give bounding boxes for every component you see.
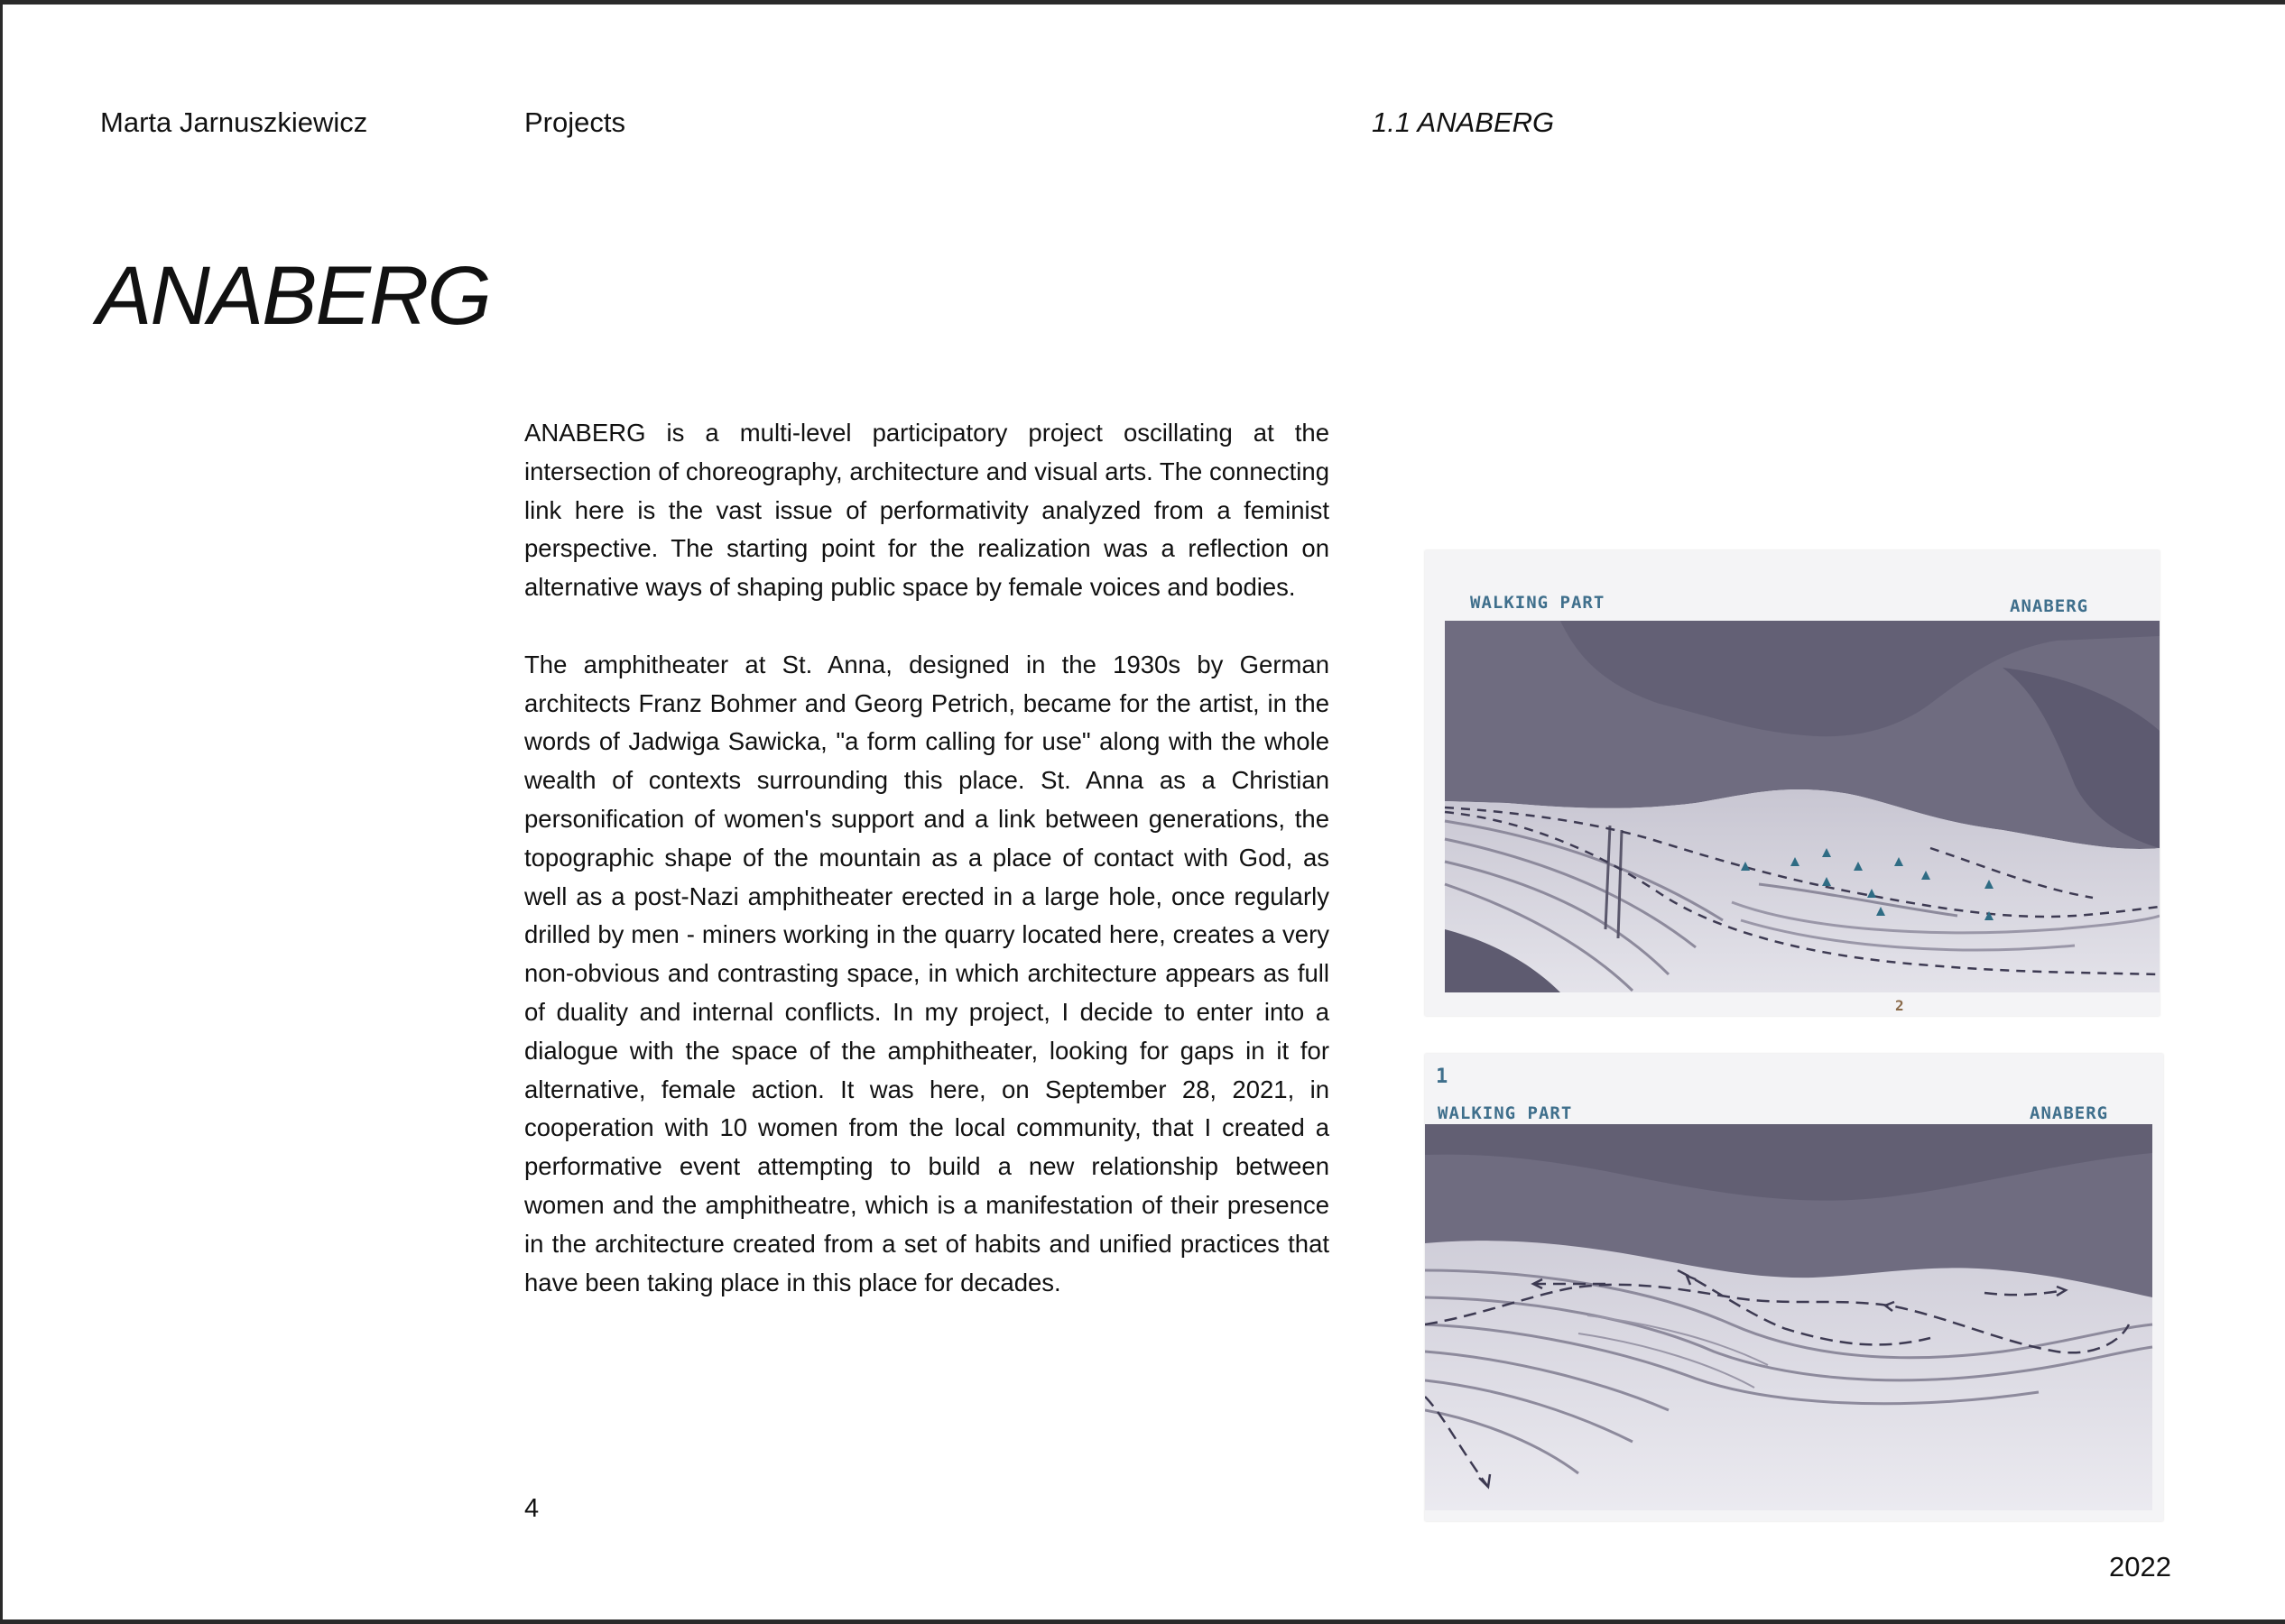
photo2-label-left: WALKING PART [1438, 1103, 1573, 1123]
page-title: ANABERG [97, 250, 490, 342]
amphitheater-sketch-photo-2 [1425, 1054, 2163, 1521]
photo2-corner-mark: 1 [1436, 1066, 1449, 1088]
amphitheater-sketch-photo-1 [1425, 550, 2160, 1016]
portfolio-page [0, 5, 2285, 1619]
page-number: 4 [524, 1494, 540, 1523]
photo1-page-mark: 2 [1895, 997, 1905, 1014]
section-label: Projects [524, 106, 625, 138]
paragraph-intro: ANABERG is a multi-level participatory project oscillating at the intersection of choreography, architecture and visual arts. The connecting link here is the vast issue of performativity analyzed from a feminist perspective. The starting point for the realization was a reflection on alternative ways of shaping public space by female voices and bodies. [524, 419, 1329, 602]
photo1-label-right: ANABERG [2010, 596, 2089, 616]
photo1-label-left: WALKING PART [1470, 593, 1605, 613]
project-description [524, 414, 1329, 1341]
photo2-label-right: ANABERG [2030, 1103, 2109, 1123]
paragraph-amphitheater: The amphitheater at St. Anna, designed in the 1930s by German architects Franz Bohmer and Georg Petrich, became for the artist, in the words of Jadwiga Sawicka, "a form calling for use" along with the whole wealth of contexts surrounding this place. St. Anna as a Christian personification of women's support and a link between generations, the topographic shape of the mountain as a place of contact with God, as well as a post-Nazi amphitheater erected in a large hole, once regularly drilled by men - miners working in the quarry located here, creates a very non-obvious and contrasting space, in which architecture appears as full of duality and internal conflicts. In my project, I decide to enter into a dialogue with the space of the amphitheater, looking for gaps in it for alternative, female action. It was here, on September 28, 2021, in cooperation with 10 women from the local community, that I created a performative event attempting to build a new relationship between women and the amphitheatre, which is a manifestation of their presence in the architecture created from a set of habits and unified practices that have been taking place in this place for decades. [524, 650, 1329, 1296]
chapter-label: 1.1 ANABERG [1372, 106, 1555, 138]
year-label: 2022 [2109, 1551, 2171, 1582]
author-name: Marta Jarnuszkiewicz [100, 106, 368, 138]
